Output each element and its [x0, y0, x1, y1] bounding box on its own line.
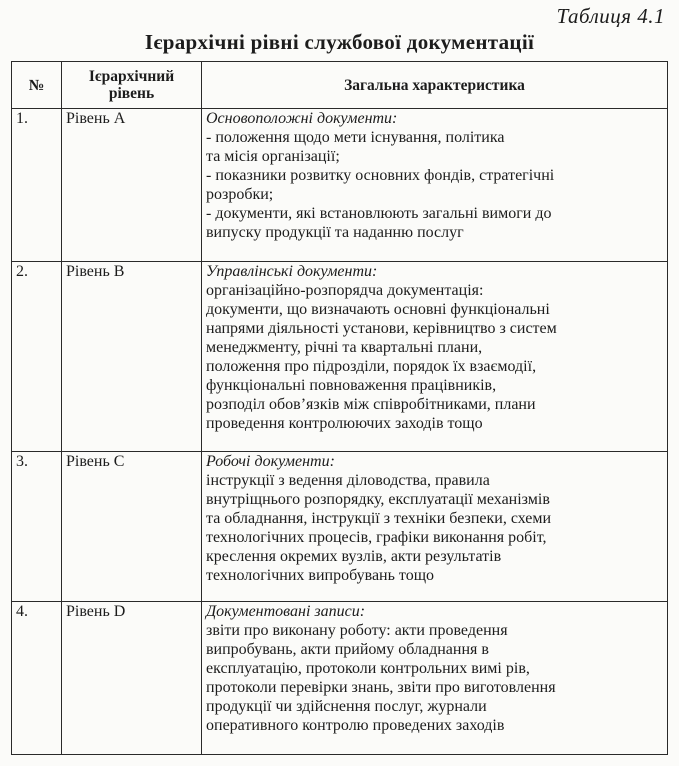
description-line: випробувань, акти прийому обладнання в	[206, 641, 489, 658]
row-level: Рівень А	[62, 109, 202, 262]
row-category: Документовані записи:	[206, 603, 366, 620]
description-line: звіти про виконану роботу: акти проведення	[206, 622, 508, 639]
table-row	[12, 262, 668, 452]
table-row	[12, 109, 668, 262]
row-category: Основоположні документи:	[206, 110, 398, 127]
description-line: технологічних випробувань тощо	[206, 567, 435, 584]
row-level: Рівень D	[62, 602, 202, 755]
description-line: креслення окремих вузлів, акти результатів	[206, 548, 502, 565]
table-header-row	[12, 62, 668, 109]
row-num: 2.	[12, 262, 62, 452]
description-line: протоколи перевірки знань, звіти про виготовлення	[206, 679, 556, 696]
table-title: Ієрархічні рівні службової документації	[144, 30, 535, 54]
row-category: Робочі документи:	[206, 453, 335, 470]
description-line: інструкції з ведення діловодства, правила	[206, 472, 490, 489]
description-line: та місія організації;	[206, 148, 340, 165]
row-level: Рівень В	[62, 262, 202, 452]
row-category: Управлінські документи:	[206, 263, 378, 280]
description-line: продукції чи здійснення послуг, журнали	[206, 698, 487, 715]
description-line: положення про підрозділи, порядок їх взаємодії,	[206, 358, 537, 375]
description-line: функціональні повноваження працівників,	[206, 377, 497, 394]
header-num: №	[12, 62, 62, 109]
row-num: 4.	[12, 602, 62, 755]
table-caption: Таблиця 4.1	[556, 4, 665, 28]
table-row	[12, 452, 668, 602]
description-line: - документи, які встановлюють загальні вимоги до	[206, 205, 552, 222]
description-line: - показники розвитку основних фондів, стратегічні	[206, 167, 555, 184]
description-line: розробки;	[206, 186, 274, 203]
description-line: проведення контролюючих заходів тощо	[206, 415, 483, 432]
description-line: випуску продукції та наданню послуг	[206, 224, 464, 241]
row-level: Рівень С	[62, 452, 202, 602]
description-line: - положення щодо мети існування, політика	[206, 129, 505, 146]
description-line: технологічних процесів, графіки виконання робіт,	[206, 529, 547, 546]
description-line: організаційно-розпорядча документація:	[206, 282, 484, 299]
header-level: Ієрархічний рівень	[62, 62, 202, 109]
hierarchy-table	[11, 61, 668, 755]
description-line: розподіл обов’язків між співробітниками, плани	[206, 396, 536, 413]
description-line: та обладнання, інструкції з техніки безпеки, схеми	[206, 510, 552, 527]
description-line: напрями діяльності установи, керівництво з систем	[206, 320, 557, 337]
description-line: оперативного контролю проведених заходів	[206, 717, 505, 734]
row-num: 3.	[12, 452, 62, 602]
description-line: внутріщнього розпорядку, експлуатації механізмів	[206, 491, 550, 508]
row-description	[202, 452, 668, 602]
row-num: 1.	[12, 109, 62, 262]
description-line: менеджменту, річні та квартальні плани,	[206, 339, 483, 356]
description-line: документи, що визначають основні функціональні	[206, 301, 550, 318]
description-line: експлуатацію, протоколи контрольних вимі рів,	[206, 660, 530, 677]
row-description	[202, 262, 668, 452]
table-row	[12, 602, 668, 755]
header-description: Загальна характеристика	[202, 62, 668, 109]
row-description	[202, 109, 668, 262]
row-description	[202, 602, 668, 755]
